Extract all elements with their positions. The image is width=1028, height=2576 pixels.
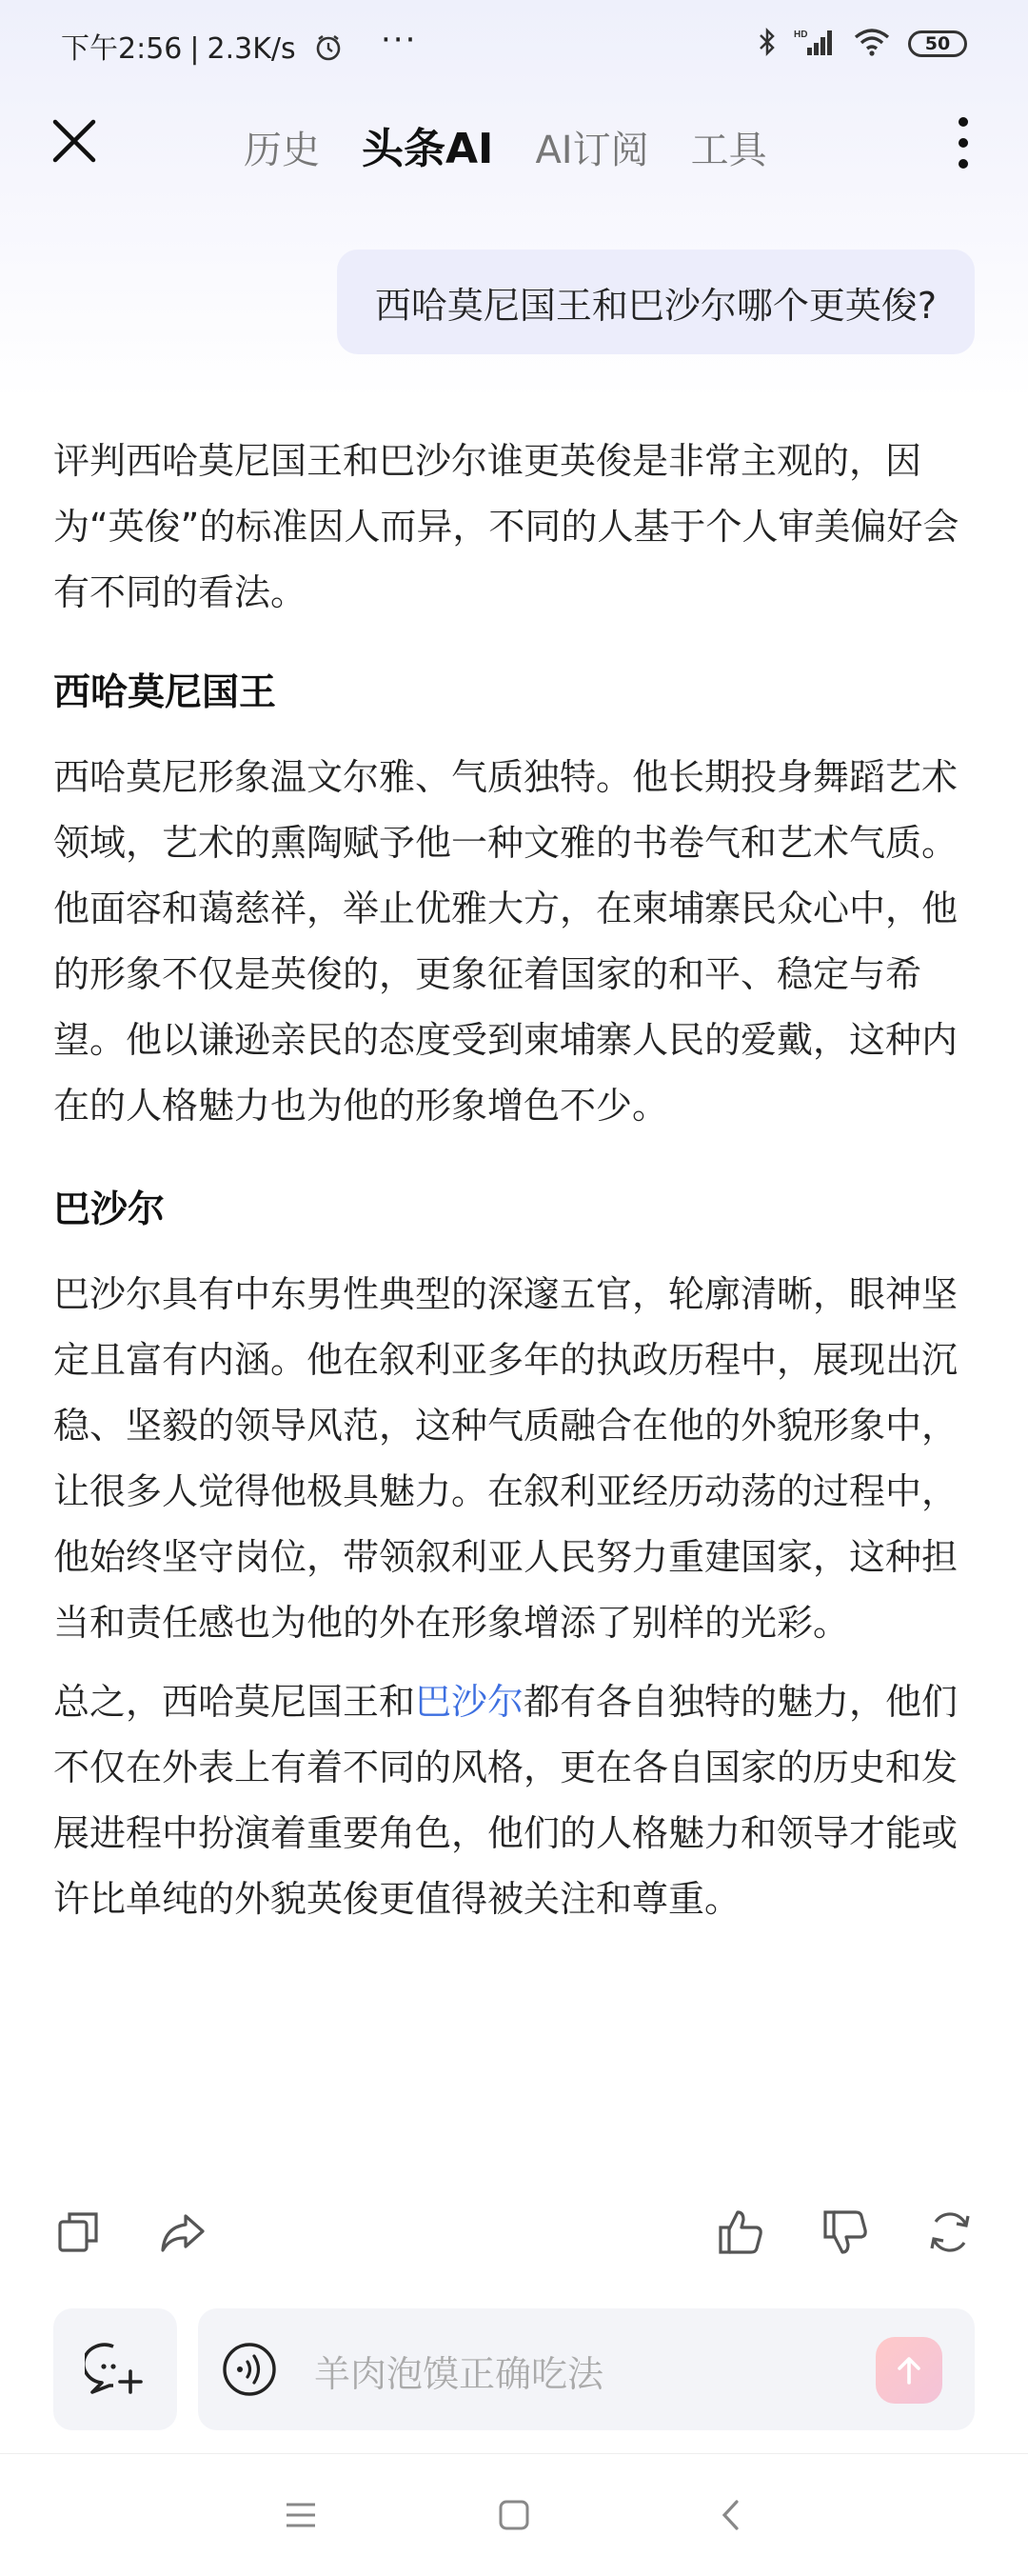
copy-button[interactable] — [49, 2204, 107, 2261]
voice-input-button[interactable] — [221, 2341, 278, 2398]
like-button[interactable] — [712, 2204, 769, 2261]
share-button[interactable] — [154, 2204, 211, 2261]
home-nav-icon — [498, 2499, 530, 2531]
section-body-sihamoni: 西哈莫尼形象温文尔雅、气质独特。他长期投身舞蹈艺术领域，艺术的熏陶赋予他一种文雅的书卷气和艺术气质。他面容和蔼慈祥，举止优雅大方，在柬埔寨民众心中，他的形象不仅是英俊的，更象征着国家的和平、稳定与希望。他以谦逊亲民的态度受到柬埔寨人民的爱戴，这种内在的人格魅力也为他的形象增色不少。 — [53, 756, 959, 1127]
ai-answer — [53, 429, 977, 1932]
conclusion-text-start: 总之，西哈莫尼国王和 — [53, 1681, 416, 1723]
menu-nav-icon — [285, 2501, 317, 2529]
bluetooth-icon — [758, 27, 777, 61]
alarm-icon — [314, 33, 343, 70]
tab-bar — [244, 114, 809, 175]
menu-nav-button[interactable] — [282, 2496, 320, 2534]
chat-input-box[interactable] — [198, 2308, 975, 2430]
tab-toutiao-ai[interactable]: 头条AI — [362, 125, 494, 173]
close-icon — [49, 116, 99, 166]
back-nav-button[interactable] — [712, 2496, 750, 2534]
status-more-icon: ··· — [381, 21, 418, 59]
wifi-icon — [853, 27, 891, 61]
system-navigation-bar — [0, 2453, 1028, 2576]
copy-icon — [54, 2208, 102, 2256]
thumbs-up-icon — [715, 2207, 766, 2258]
send-arrow-icon — [893, 2354, 925, 2386]
status-time: 下午2:56 — [61, 32, 183, 66]
new-chat-icon — [85, 2341, 146, 2398]
share-icon — [157, 2208, 208, 2256]
status-bar — [0, 0, 1028, 95]
regenerate-icon — [924, 2207, 976, 2258]
dislike-button[interactable] — [817, 2204, 874, 2261]
bashar-link[interactable]: 巴沙尔 — [415, 1681, 524, 1723]
signal-hd-label: HD — [794, 30, 808, 40]
user-question-text: 西哈莫尼国王和巴沙尔哪个更英俊? — [374, 284, 937, 327]
answer-actions — [0, 2190, 1028, 2276]
tab-ai-subscription[interactable]: AI订阅 — [535, 129, 649, 172]
thumbs-down-icon — [820, 2207, 871, 2258]
cellular-signal-icon — [794, 27, 836, 61]
close-button[interactable] — [46, 112, 103, 170]
answer-intro: 评判西哈莫尼国王和巴沙尔谁更英俊是非常主观的，因为“英俊”的标准因人而异，不同的人基于个人审美偏好会有不同的看法。 — [53, 440, 959, 613]
back-nav-icon — [720, 2499, 742, 2531]
tab-tools[interactable]: 工具 — [690, 129, 767, 172]
section-title-sihamoni: 西哈莫尼国王 — [53, 671, 277, 714]
more-vertical-icon — [958, 116, 969, 170]
regenerate-button[interactable] — [921, 2204, 979, 2261]
section-body-bashar: 巴沙尔具有中东男性典型的深邃五官，轮廓清晰，眼神坚定且富有内涵。他在叙利亚多年的执政历程中，展现出沉稳、坚毅的领导风范，这种气质融合在他的外貌形象中，让很多人觉得他极具魅力。在叙利亚经历动荡的过程中，他始终坚守岗位，带领叙利亚人民努力重建国家，这种担当和责任感也为他的外在形象增添了别样的光彩。 — [53, 1273, 959, 1644]
network-speed: 2.3K/s — [207, 32, 296, 66]
status-icons — [758, 27, 967, 61]
top-navigation — [0, 95, 1028, 219]
more-options-button[interactable] — [944, 112, 982, 173]
new-chat-button[interactable] — [53, 2308, 177, 2430]
voice-icon — [221, 2341, 278, 2398]
tab-history[interactable]: 历史 — [244, 129, 320, 172]
chat-input-placeholder[interactable]: 羊肉泡馍正确吃法 — [314, 2353, 604, 2395]
user-question-bubble — [337, 250, 975, 354]
conclusion-text-end: 都有各自独特的魅力，他们不仅在外表上有着不同的风格，更在各自国家的历史和发展进程中扮演着重要角色，他们的人格魅力和领导才能或许比单纯的外貌英俊更值得被关注和尊重。 — [53, 1681, 959, 1920]
battery-indicator: 50 — [908, 30, 967, 57]
home-nav-button[interactable] — [495, 2496, 533, 2534]
section-title-bashar: 巴沙尔 — [53, 1188, 166, 1231]
status-time-group: 下午2:56 | 2.3K/s — [61, 25, 343, 70]
send-button[interactable] — [876, 2337, 942, 2404]
answer-conclusion — [53, 1669, 977, 1932]
